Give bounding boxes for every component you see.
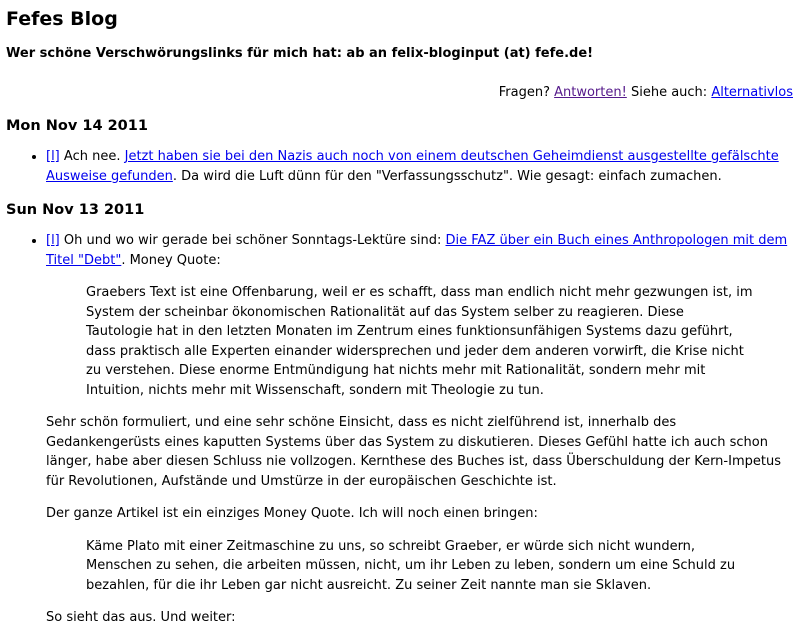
post-paragraph: Sehr schön formuliert, und eine sehr schöne Einsicht, dass es nicht zielführend ist, innerhalb des Gedankengerüsts eines kaputten Systems über das System zu diskutieren. Dieses Gefühl hatte ich auch schon länger, habe aber diesen Schluss nie vollzogen. Kernthese des Buches ist, dass Überschuldung der Kern-Impetus für Revolutionen, Aufstände und Umstürze in der europäischen Geschichte ist. [46,415,781,489]
post-item [46,231,793,628]
blog-tagline: Wer schöne Verschwörungslinks für mich hat: ab an felix-bloginput (at) fefe.de! [6,46,594,61]
day-heading: Sun Nov 13 2011 [6,202,145,218]
post-quote: Käme Plato mit einer Zeitmaschine zu uns, so schreibt Graeber, er würde sich nicht wundern, Menschen zu sehen, die arbeiten müssen, nicht, um ihr Leben zu leben, sondern um eine Schuld zu bezahlen, für die ihr Leben gar nicht ausreicht. Zu seiner Zeit nannte man sie Sklaven. [86,538,736,593]
post-permalink[interactable]: [l] [46,233,60,248]
post-intro: Oh und wo wir gerade bei schöner Sonntags-Lektüre sind: [63,233,442,248]
post-paragraph: So sieht das aus. Und weiter: [46,610,236,625]
top-navigation [6,83,793,103]
post-quote: Graebers Text ist eine Offenbarung, weil er es schafft, dass man endlich nicht mehr gezwungen ist, im System der scheinbar ökonomischen Rationalität auf das System selber zu reagieren. Diese Tautologie hat in den letzten Monaten im Zentrum eines funktionsunfähigen Systems dazu geführt, dass praktisch alle Experten einander widersprechen und jeder dem anderen vorwirft, die Krise nicht zu verstehen. Diese enorme Entmündigung hat nichts mehr mit Rationalität, sondern mehr mit Intuition, nichts mehr mit Wissenschaft, sondern mit Theologie zu tun. [86,285,753,398]
post-text: . Money Quote: [121,252,221,268]
blog-title: Fefes Blog [6,8,118,30]
post-permalink[interactable]: [l] [46,149,60,164]
reply-link[interactable]: Antworten! [554,84,627,100]
post-item [46,147,793,186]
see-also-label: Siehe auch: [630,84,708,100]
post-text: . Da wird die Luft dünn für den "Verfassungsschutz". Wie gesagt: einfach zumachen. [172,168,722,184]
post-intro: Ach nee. [63,149,121,164]
day-heading: Mon Nov 14 2011 [6,118,148,134]
post-paragraph: Der ganze Artikel ist ein einziges Money Quote. Ich will noch einen bringen: [46,506,538,521]
post-list [6,147,793,186]
questions-label: Fragen? [498,84,550,100]
post-link[interactable]: Die FAZ über ein Buch eines Anthropologen mit dem Titel "Debt" [46,233,788,268]
post-list [6,231,793,628]
alternativlos-link[interactable]: Alternativlos [711,84,793,100]
post-link[interactable]: Jetzt haben sie bei den Nazis auch noch von einem deutschen Geheimdienst ausgestellte gefälschte Ausweise gefunden [46,149,779,184]
